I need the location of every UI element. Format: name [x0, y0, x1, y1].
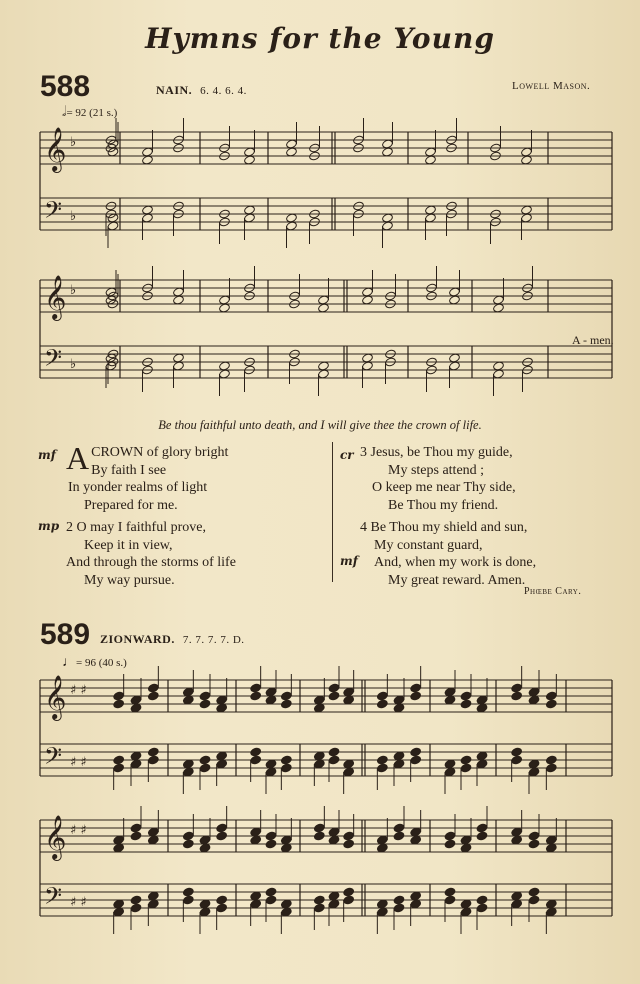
note-head	[318, 361, 330, 371]
note-head	[250, 691, 262, 701]
note-head	[318, 303, 330, 313]
note-head	[449, 295, 461, 305]
note-head	[265, 695, 277, 705]
note-head	[521, 205, 533, 215]
note-head	[493, 361, 505, 371]
note-head	[313, 703, 325, 713]
note-head	[444, 695, 456, 705]
note-head	[362, 361, 374, 371]
note-head	[199, 835, 211, 845]
note-head	[147, 683, 159, 693]
note-head	[328, 755, 340, 765]
note-head	[476, 895, 488, 905]
verse-line: 4 Be Thou my shield and sun,	[360, 520, 528, 535]
note-head	[142, 147, 154, 157]
note-head	[476, 695, 488, 705]
note-head	[444, 759, 456, 769]
verse-line: My steps attend ;	[388, 462, 485, 478]
note-head	[182, 759, 194, 769]
note-head	[393, 703, 405, 713]
verse-line: My way pursue.	[84, 572, 175, 588]
note-head	[219, 361, 231, 371]
note-head	[216, 895, 228, 905]
dynamic-cr: cr	[340, 448, 354, 462]
note-head	[216, 751, 228, 761]
note-head	[393, 831, 405, 841]
treble-clef-icon: 𝄞	[44, 675, 67, 719]
note-head	[130, 831, 142, 841]
hymn-588-number: 588	[40, 70, 91, 103]
note-head	[410, 755, 422, 765]
quarter-note-icon: ♩	[62, 655, 76, 670]
note-head	[476, 831, 488, 841]
note-head	[444, 831, 456, 841]
note-head	[343, 759, 355, 769]
note-head	[493, 369, 505, 379]
note-head	[425, 147, 437, 157]
key-signature-icon: ♭	[70, 357, 77, 372]
note-head	[142, 205, 154, 215]
note-head	[147, 755, 159, 765]
note-head	[182, 839, 194, 849]
verse-line: O keep me near Thy side,	[372, 480, 516, 495]
page-header: Hymns for the Young	[145, 22, 495, 55]
note-head	[219, 303, 231, 313]
note-head	[216, 831, 228, 841]
note-head	[250, 747, 262, 757]
note-head	[511, 691, 523, 701]
key-signature-icon: ♯ ♯	[70, 683, 87, 698]
treble-clef-icon: 𝄞	[44, 275, 67, 319]
note-head	[376, 699, 388, 709]
note-head	[545, 755, 557, 765]
note-head	[511, 835, 523, 845]
note-head	[343, 839, 355, 849]
note-head	[280, 907, 292, 917]
note-head	[410, 747, 422, 757]
note-head	[393, 903, 405, 913]
note-head	[511, 827, 523, 837]
note-head	[382, 213, 394, 223]
note-head	[216, 759, 228, 769]
dynamic-mf: mf	[38, 448, 56, 462]
note-head	[182, 695, 194, 705]
note-head	[280, 699, 292, 709]
note-head	[476, 751, 488, 761]
note-head	[376, 899, 388, 909]
tempo-value: = 92 (21 s.)	[66, 107, 118, 119]
note-head	[476, 759, 488, 769]
note-head	[280, 763, 292, 773]
note-head	[147, 691, 159, 701]
note-head	[313, 751, 325, 761]
note-head	[199, 843, 211, 853]
note-head	[130, 751, 142, 761]
note-head	[545, 691, 557, 701]
note-head	[444, 895, 456, 905]
note-head	[182, 895, 194, 905]
note-head	[265, 687, 277, 697]
verse-line: By faith I see	[91, 462, 167, 478]
note-head	[521, 155, 533, 165]
tune-meter: 6. 4. 6. 4.	[200, 85, 247, 97]
note-head	[265, 767, 277, 777]
note-head	[410, 891, 422, 901]
note-head	[182, 687, 194, 697]
note-head	[147, 891, 159, 901]
key-signature-icon: ♯ ♯	[70, 823, 87, 838]
note-head	[199, 763, 211, 773]
note-head	[173, 353, 185, 363]
note-head	[113, 899, 125, 909]
note-head	[376, 691, 388, 701]
note-head	[511, 755, 523, 765]
note-head	[182, 767, 194, 777]
note-head	[511, 683, 523, 693]
verse-line: 2 O may I faithful prove,	[66, 520, 206, 535]
note-head	[113, 755, 125, 765]
note-head	[362, 295, 374, 305]
note-head	[107, 221, 119, 231]
column-divider	[332, 442, 333, 582]
note-head	[250, 755, 262, 765]
note-head	[460, 899, 472, 909]
tune-meter: 7. 7. 7. 7. D.	[182, 634, 245, 646]
note-head	[545, 899, 557, 909]
verses-right	[360, 444, 630, 589]
note-head	[528, 839, 540, 849]
key-signature-icon: ♭	[70, 283, 77, 298]
note-head	[460, 907, 472, 917]
note-head	[113, 691, 125, 701]
verse-line: Be Thou my friend.	[388, 497, 499, 513]
note-head	[362, 353, 374, 363]
note-head	[113, 763, 125, 773]
note-head	[328, 891, 340, 901]
note-head	[173, 361, 185, 371]
note-head	[476, 903, 488, 913]
note-head	[113, 699, 125, 709]
note-head	[244, 213, 256, 223]
note-head	[376, 835, 388, 845]
note-head	[545, 907, 557, 917]
note-head	[444, 839, 456, 849]
note-head	[528, 895, 540, 905]
note-head	[528, 687, 540, 697]
note-head	[313, 759, 325, 769]
note-head	[265, 759, 277, 769]
note-head	[216, 903, 228, 913]
tune-name: NAIN.	[156, 83, 193, 97]
note-head	[528, 759, 540, 769]
note-head	[244, 147, 256, 157]
note-head	[449, 287, 461, 297]
note-head	[280, 691, 292, 701]
note-head	[199, 691, 211, 701]
note-head	[343, 831, 355, 841]
note-head	[286, 213, 298, 223]
note-head	[328, 827, 340, 837]
note-head	[286, 147, 298, 157]
note-head	[199, 755, 211, 765]
note-head	[545, 699, 557, 709]
verse-line: My great reward. Amen.	[388, 572, 526, 588]
note-head	[130, 759, 142, 769]
note-head	[244, 205, 256, 215]
bass-clef-icon: 𝄢	[44, 344, 63, 377]
note-head	[521, 147, 533, 157]
note-head	[493, 295, 505, 305]
note-head	[286, 221, 298, 231]
note-head	[460, 835, 472, 845]
verse-line: In yonder realms of light	[68, 480, 208, 495]
note-head	[328, 691, 340, 701]
verse-line: 3 Jesus, be Thou my guide,	[360, 445, 513, 460]
note-head	[376, 907, 388, 917]
note-head	[216, 823, 228, 833]
note-head	[393, 695, 405, 705]
note-head	[199, 899, 211, 909]
note-head	[328, 683, 340, 693]
note-head	[130, 703, 142, 713]
note-head	[280, 843, 292, 853]
note-head	[382, 147, 394, 157]
note-head	[460, 843, 472, 853]
treble-clef-icon: 𝄞	[44, 815, 67, 859]
verse-line: My constant guard,	[374, 537, 483, 553]
note-head	[393, 759, 405, 769]
verse-line: And through the storms of life	[66, 555, 236, 570]
note-head	[425, 205, 437, 215]
note-head	[328, 747, 340, 757]
note-head	[265, 831, 277, 841]
hymn-589-number: 589	[40, 618, 91, 651]
note-head	[199, 907, 211, 917]
half-note-icon: 𝅗𝅥	[62, 105, 67, 120]
note-head	[444, 767, 456, 777]
note-head	[545, 843, 557, 853]
note-head	[280, 899, 292, 909]
note-head	[528, 887, 540, 897]
note-head	[244, 155, 256, 165]
key-signature-icon: ♯ ♯	[70, 755, 87, 770]
note-head	[280, 835, 292, 845]
bass-clef-icon: 𝄢	[44, 882, 63, 915]
note-head	[521, 213, 533, 223]
note-head	[343, 887, 355, 897]
verse-line: Prepared for me.	[84, 497, 178, 513]
note-head	[130, 895, 142, 905]
note-head	[250, 827, 262, 837]
note-head	[528, 695, 540, 705]
note-head	[376, 843, 388, 853]
note-head	[476, 823, 488, 833]
verse-line: ACROWN of glory bright	[66, 440, 229, 476]
note-head	[219, 369, 231, 379]
note-head	[182, 831, 194, 841]
note-head	[449, 353, 461, 363]
note-head	[444, 687, 456, 697]
note-head	[265, 895, 277, 905]
note-head	[313, 895, 325, 905]
key-signature-icon: ♯ ♯	[70, 895, 87, 910]
note-head	[460, 691, 472, 701]
note-head	[250, 891, 262, 901]
note-head	[328, 835, 340, 845]
note-head	[376, 763, 388, 773]
note-head	[460, 699, 472, 709]
note-head	[343, 695, 355, 705]
note-head	[130, 823, 142, 833]
note-head	[343, 895, 355, 905]
amen-lyric: A - men.	[572, 333, 614, 347]
note-head	[376, 755, 388, 765]
hymn-588-composer: Lowell Mason.	[512, 80, 591, 92]
note-head	[280, 755, 292, 765]
note-head	[199, 699, 211, 709]
note-head	[313, 823, 325, 833]
hymn-588-author: Phœbe Cary.	[524, 586, 582, 597]
note-head	[313, 831, 325, 841]
tune-name: ZIONWARD.	[100, 632, 175, 646]
note-head	[410, 683, 422, 693]
dynamic-mp: mp	[38, 519, 60, 533]
note-head	[545, 835, 557, 845]
note-head	[113, 907, 125, 917]
note-head	[449, 361, 461, 371]
note-head	[476, 703, 488, 713]
note-head	[343, 767, 355, 777]
treble-clef-icon: 𝄞	[44, 127, 67, 171]
note-head	[393, 895, 405, 905]
note-head	[425, 213, 437, 223]
note-head	[147, 747, 159, 757]
note-head	[460, 763, 472, 773]
note-head	[393, 823, 405, 833]
drop-cap: A	[66, 440, 90, 476]
note-head	[182, 887, 194, 897]
note-head	[362, 287, 374, 297]
note-head	[343, 687, 355, 697]
note-head	[410, 691, 422, 701]
note-head	[265, 839, 277, 849]
note-head	[528, 767, 540, 777]
note-head	[318, 295, 330, 305]
verses-left	[66, 440, 326, 589]
note-head	[528, 831, 540, 841]
note-head	[130, 903, 142, 913]
verse-line: Keep it in view,	[84, 537, 173, 553]
bass-clef-icon: 𝄢	[44, 742, 63, 775]
note-head	[511, 891, 523, 901]
note-head	[147, 827, 159, 837]
key-signature-icon: ♭	[70, 209, 77, 224]
note-head	[286, 139, 298, 149]
note-head	[173, 295, 185, 305]
note-head	[147, 899, 159, 909]
note-head	[382, 221, 394, 231]
note-head	[147, 835, 159, 845]
note-head	[173, 287, 185, 297]
note-head	[493, 303, 505, 313]
note-head	[216, 703, 228, 713]
note-head	[511, 747, 523, 757]
verse-line: And, when my work is done,	[374, 555, 537, 570]
note-head	[460, 755, 472, 765]
key-signature-icon: ♭	[70, 135, 77, 150]
note-head	[219, 295, 231, 305]
note-head	[410, 899, 422, 909]
note-head	[265, 887, 277, 897]
note-head	[216, 695, 228, 705]
note-head	[313, 903, 325, 913]
note-head	[130, 695, 142, 705]
note-head	[142, 155, 154, 165]
note-head	[142, 213, 154, 223]
dynamic-mf: mf	[340, 554, 358, 568]
note-head	[328, 899, 340, 909]
note-head	[444, 887, 456, 897]
tempo-value: = 96 (40 s.)	[76, 657, 127, 669]
bass-clef-icon: 𝄢	[44, 196, 63, 229]
note-head	[382, 139, 394, 149]
note-head	[250, 683, 262, 693]
note-head	[425, 155, 437, 165]
note-head	[393, 751, 405, 761]
note-head	[318, 369, 330, 379]
note-head	[545, 763, 557, 773]
note-head	[410, 835, 422, 845]
note-head	[113, 835, 125, 845]
note-head	[511, 899, 523, 909]
note-head	[250, 899, 262, 909]
note-head	[113, 843, 125, 853]
hymn-588-motto: Be thou faithful unto death, and I will give thee the crown of life.	[158, 418, 482, 432]
note-head	[313, 695, 325, 705]
note-head	[410, 827, 422, 837]
note-head	[250, 835, 262, 845]
